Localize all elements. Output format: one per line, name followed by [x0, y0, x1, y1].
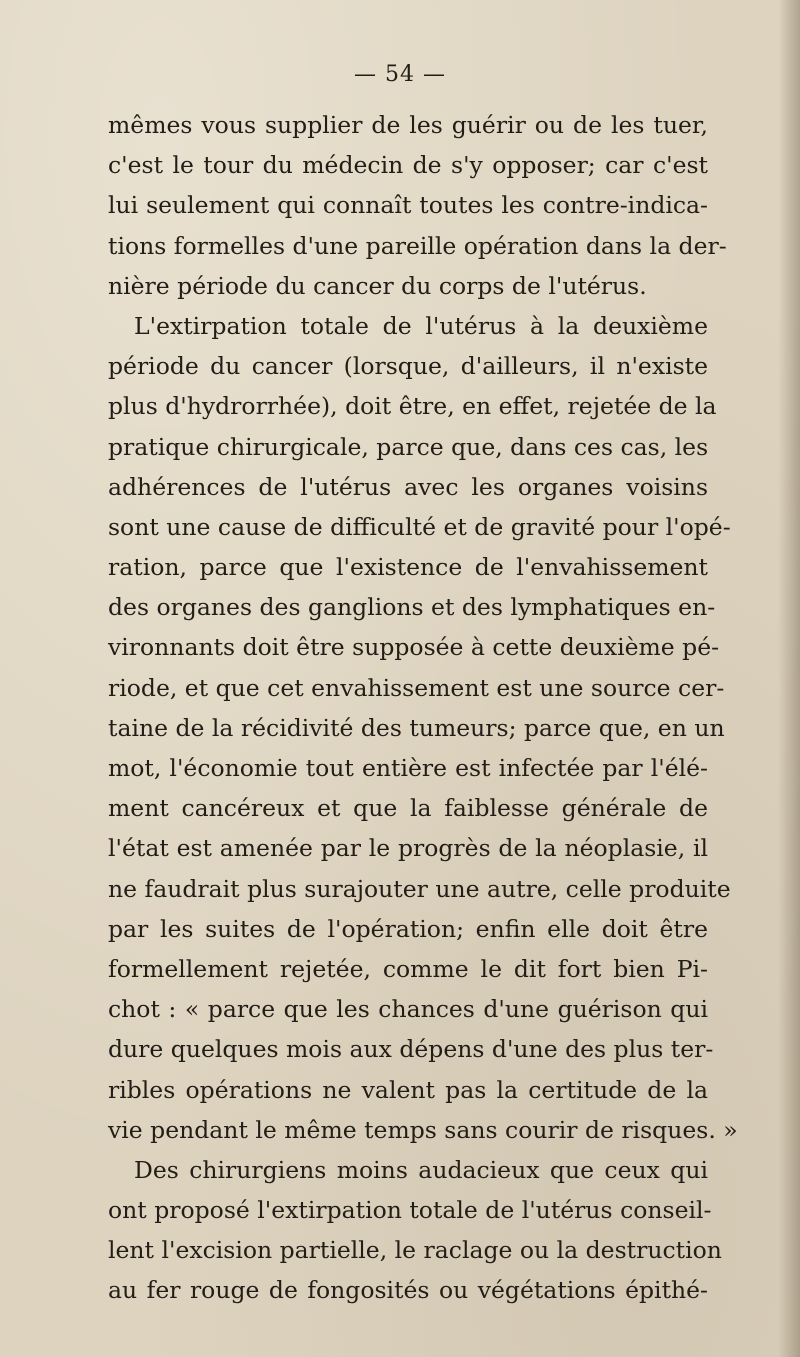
text-line: période du cancer (lorsque, d'ailleurs, il n'existe	[108, 352, 708, 381]
text-line: c'est le tour du médecin de s'y opposer; car c'est	[108, 151, 708, 180]
text-line: plus d'hydrorrhée), doit être, en effet, rejetée de la	[108, 392, 717, 421]
text-line: sont une cause de difficulté et de gravité pour l'opé-	[108, 512, 731, 541]
text-line: chot : « parce que les chances d'une guérison qui	[108, 995, 708, 1024]
text-line: mêmes vous supplier de les guérir ou de les tuer,	[108, 111, 708, 139]
text-line: formellement rejetée, comme le dit fort bien Pi-	[108, 954, 708, 983]
text-line: lui seulement qui connaît toutes les contre-indica-	[108, 191, 708, 220]
text-line: vironnants doit être supposée à cette deuxième pé-	[108, 633, 720, 662]
text-line: ont proposé l'extirpation totale de l'utérus conseil-	[108, 1196, 712, 1225]
text-line: vie pendant le même temps sans courir de risques. »	[108, 1115, 738, 1144]
text-line: par les suites de l'opération; enfin elle doit être	[108, 914, 708, 943]
text-line: ration, parce que l'existence de l'envahissement	[108, 553, 708, 582]
text-line: pratique chirurgicale, parce que, dans ces cas, les	[108, 432, 709, 461]
text-line: lent l'excision partielle, le raclage ou la destruction	[108, 1236, 722, 1265]
text-line: des organes des ganglions et des lymphatiques en-	[108, 593, 716, 622]
text-line: riode, et que cet envahissement est une source cer-	[108, 673, 725, 702]
text-line: ment cancéreux et que la faiblesse générale de	[108, 794, 708, 823]
text-line: ne faudrait plus surajouter une autre, celle produite	[108, 874, 731, 903]
body-text	[108, 105, 738, 1311]
text-line: ribles opérations ne valent pas la certitude de la	[108, 1075, 708, 1104]
text-line: Des chirurgiens moins audacieux que ceux qui	[134, 1155, 708, 1184]
page-number: — 54 —	[354, 62, 446, 87]
page-edge-shadow	[778, 0, 800, 1357]
text-line: au fer rouge de fongosités ou végétations épithé-	[108, 1276, 708, 1305]
text-line: nière période du cancer du corps de l'utérus.	[108, 271, 647, 300]
text-line: l'état est amenée par le progrès de la néoplasie, il	[108, 834, 708, 863]
text-line: L'extirpation totale de l'utérus à la deuxième	[134, 311, 708, 340]
text-line: tions formelles d'une pareille opération dans la der-	[108, 231, 727, 260]
text-line: mot, l'économie tout entière est infectée par l'élé-	[108, 754, 708, 782]
text-line: taine de la récidivité des tumeurs; parce que, en un	[108, 713, 725, 742]
text-line: adhérences de l'utérus avec les organes voisins	[108, 472, 708, 501]
text-line: dure quelques mois aux dépens d'une des plus ter-	[108, 1035, 714, 1064]
